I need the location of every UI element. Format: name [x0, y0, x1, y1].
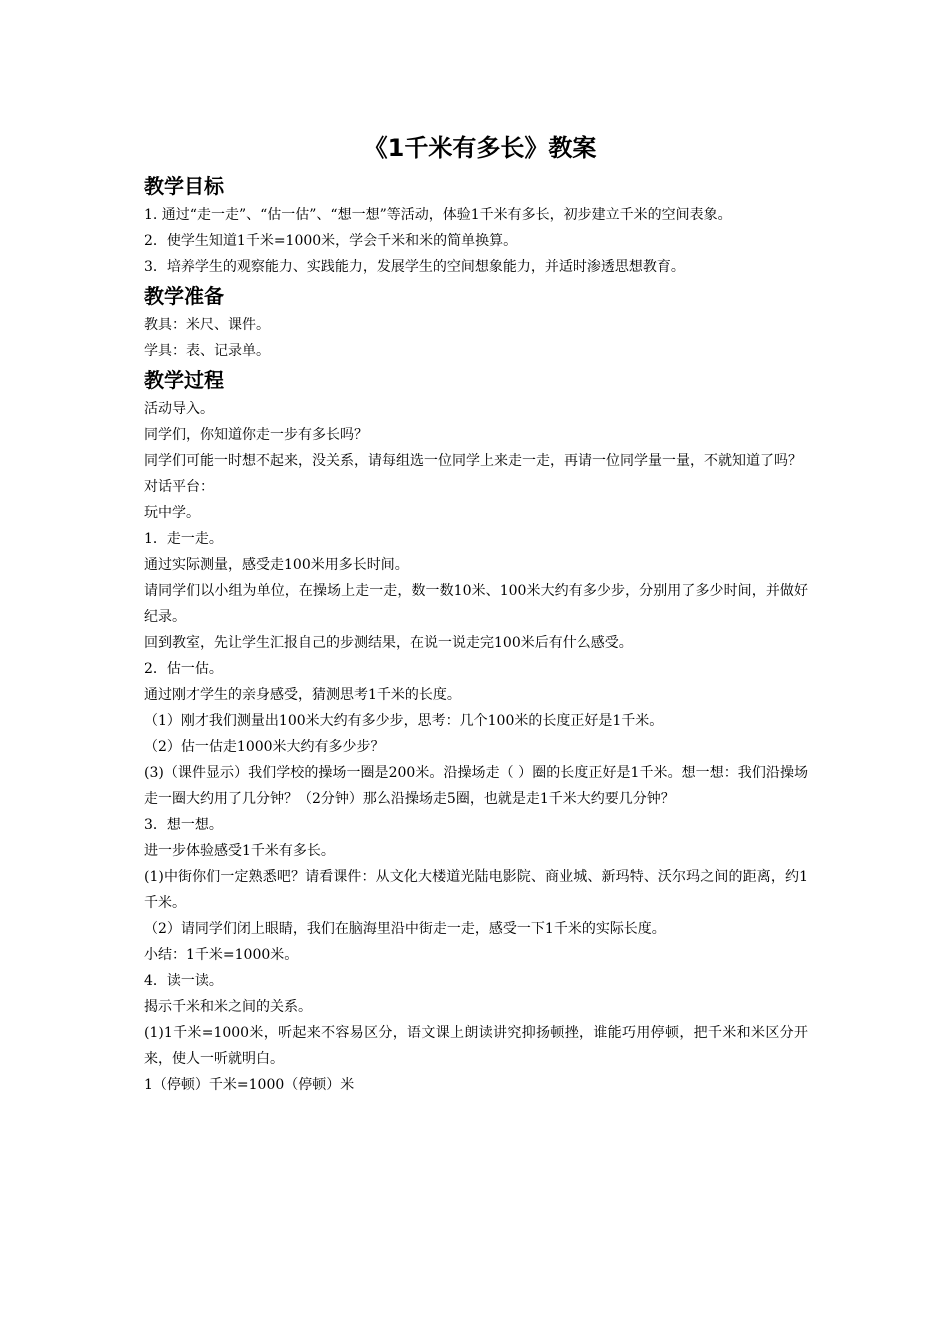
- paragraph: 同学们可能一时想不起来，没关系，请每组选一位同学上来走一走，再请一位同学量一量，不就知道了吗？: [144, 453, 802, 469]
- paragraph: （1）刚才我们测量出100米大约有多少步，思考：几个100米的长度正好是1千米。: [144, 713, 664, 729]
- paragraph: 活动导入。: [144, 401, 214, 417]
- section-heading: 教学准备: [144, 284, 224, 308]
- section-teaching-preparation: [144, 280, 808, 364]
- section-teaching-objectives: [144, 170, 808, 280]
- paragraph: 2．估一估。: [144, 661, 223, 677]
- paragraph: 玩中学。: [144, 505, 200, 521]
- paragraph: 通过实际测量，感受走100米用多长时间。: [144, 557, 409, 573]
- paragraph: 通过刚才学生的亲身感受，猜测思考1千米的长度。: [144, 687, 461, 703]
- paragraph: 1．走一走。: [144, 531, 223, 547]
- section-teaching-process: [144, 364, 808, 1098]
- paragraph: （2）请同学们闭上眼睛，我们在脑海里沿中街走一走，感受一下1千米的实际长度。: [144, 921, 666, 937]
- paragraph: 1. 通过“走一走”、“估一估”、“想一想”等活动，体验1千米有多长，初步建立千米的空间表象。: [144, 207, 732, 223]
- paragraph: 进一步体验感受1千米有多长。: [144, 843, 335, 859]
- paragraph: 教具：米尺、课件。: [144, 317, 270, 333]
- paragraph: 3．培养学生的观察能力、实践能力，发展学生的空间想象能力，并适时渗透思想教育。: [144, 259, 685, 275]
- paragraph: 小结：1千米=1000米。: [144, 947, 299, 963]
- paragraph: (3)（课件显示）我们学校的操场一圈是200米。沿操场走（ ）圈的长度正好是1千米。想一想：我们沿操场走一圈大约用了几分钟？（2分钟）那么沿操场走5圈，也就是走1千米大约要几分钟？: [144, 765, 808, 807]
- section-heading: 教学目标: [144, 174, 224, 198]
- paragraph: 1（停顿）千米=1000（停顿）米: [144, 1077, 355, 1093]
- paragraph: 同学们，你知道你走一步有多长吗？: [144, 427, 368, 443]
- paragraph: 3．想一想。: [144, 817, 223, 833]
- document-content: [144, 128, 808, 1098]
- paragraph: 2．使学生知道1千米=1000米，学会千米和米的简单换算。: [144, 233, 518, 249]
- paragraph: （2）估一估走1000米大约有多少步？: [144, 739, 385, 755]
- paragraph: 请同学们以小组为单位，在操场上走一走，数一数10米、100米大约有多少步，分别用了多少时间，并做好纪录。: [144, 583, 808, 625]
- paragraph: (1)1千米=1000米，听起来不容易区分，语文课上朗读讲究抑扬顿挫，谁能巧用停顿，把千米和米区分开来，使人一听就明白。: [144, 1025, 808, 1067]
- section-heading: 教学过程: [144, 368, 224, 392]
- paragraph: 对话平台：: [144, 479, 214, 495]
- paragraph: (1)中街你们一定熟悉吧？请看课件：从文化大楼道光陆电影院、商业城、新玛特、沃尔玛之间的距离，约1千米。: [144, 869, 808, 911]
- document-title: 《1千米有多长》教案: [363, 134, 597, 162]
- paragraph: 学具：表、记录单。: [144, 343, 270, 359]
- paragraph: 4．读一读。: [144, 973, 223, 989]
- paragraph: 揭示千米和米之间的关系。: [144, 999, 312, 1015]
- paragraph: 回到教室，先让学生汇报自己的步测结果，在说一说走完100米后有什么感受。: [144, 635, 633, 651]
